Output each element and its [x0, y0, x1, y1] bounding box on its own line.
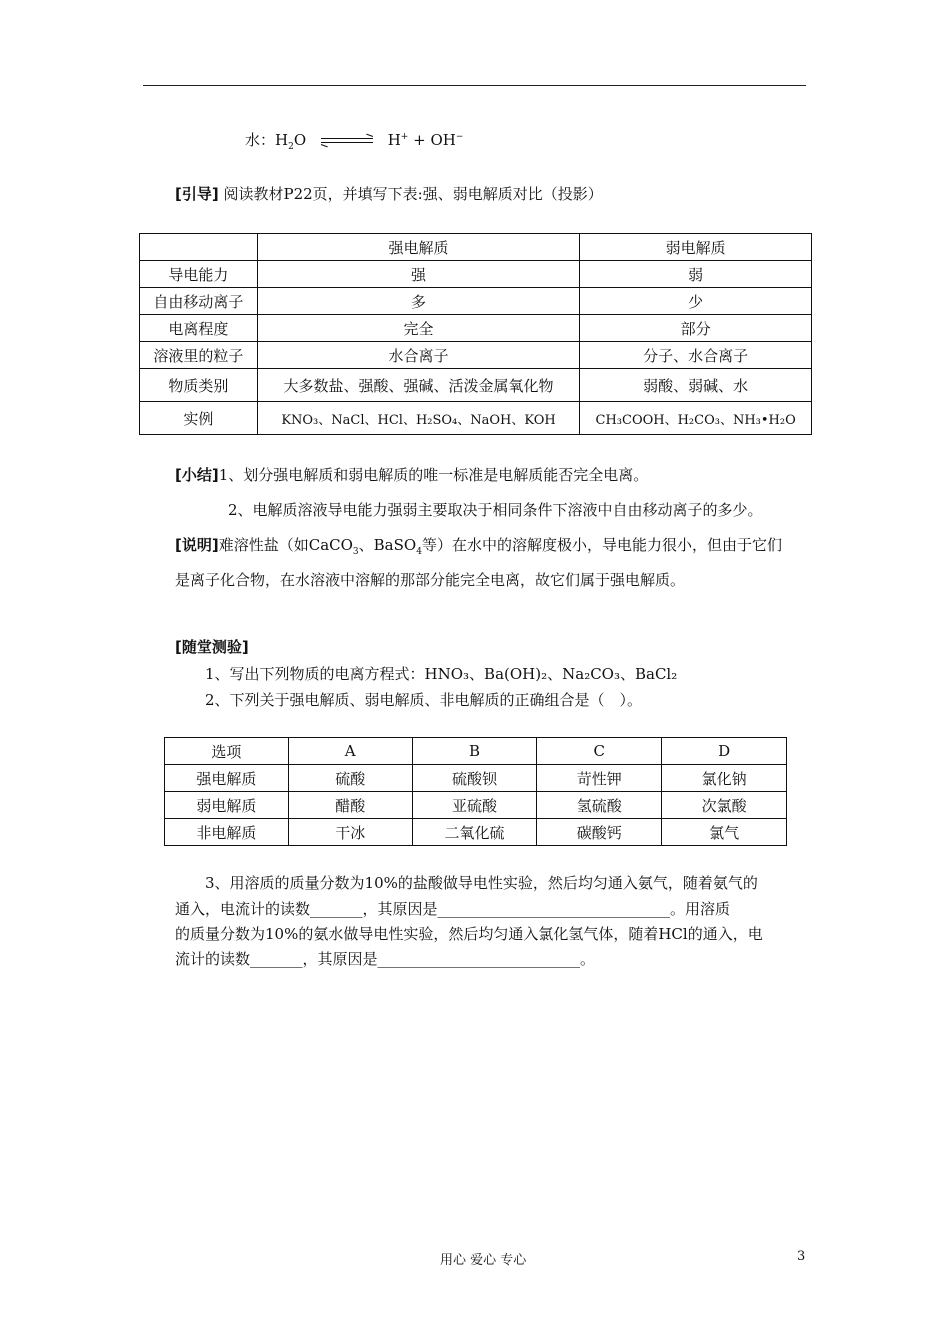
table-row	[140, 234, 812, 261]
table-cell: CH₃COOH、H₂CO₃、NH₃•H₂O	[580, 402, 812, 435]
table-cell: 大多数盐、强酸、强碱、活泼金属氧化物	[257, 369, 579, 402]
table-row	[165, 765, 787, 792]
table-row	[140, 402, 812, 435]
table-cell: 分子、水合离子	[580, 342, 812, 369]
eq-sup-plus: +	[400, 132, 409, 142]
table-cell	[140, 234, 258, 261]
table-cell: 干冰	[288, 819, 412, 846]
table-cell: 氯化钠	[662, 765, 787, 792]
q3-text-1: 3、用溶质的质量分数为10%的盐酸做导电性实验，然后均匀通入氨气，随着氨气的	[205, 874, 758, 892]
row-label: 导电能力	[140, 261, 258, 288]
table-cell: 硫酸	[288, 765, 412, 792]
quiz-q2	[205, 689, 642, 710]
note-text-b: 、BaSO	[358, 536, 417, 554]
row-label: 非电解质	[165, 819, 289, 846]
eq-sub: 2	[288, 142, 294, 152]
guide-tag: [引导]	[175, 185, 219, 203]
summary-tag: [小结]	[175, 466, 219, 484]
note-line-1	[175, 534, 782, 557]
summary-line-2	[228, 499, 763, 520]
table-row	[165, 738, 787, 765]
summary-text-2: 2、电解质溶液导电能力强弱主要取决于相同条件下溶液中自由移动离子的多少。	[228, 501, 763, 519]
table-cell: 氯气	[662, 819, 787, 846]
table-header: C	[537, 738, 662, 765]
table-header: A	[288, 738, 412, 765]
table-header: 选项	[165, 738, 289, 765]
q3-line-4	[175, 948, 595, 969]
eq-lhs-o: O	[293, 131, 307, 149]
table-row	[140, 288, 812, 315]
summary-text-1: 1、划分强电解质和弱电解质的唯一标准是电解质能否完全电离。	[218, 466, 649, 484]
eq-rhs-h: H	[387, 131, 401, 149]
quiz-title-text: [随堂测验]	[175, 638, 249, 656]
q3-text-3: 的质量分数为10%的氨水做导电性实验，然后均匀通入氯化氢气体，随着HCl的通入，电	[175, 925, 763, 943]
row-label: 实例	[140, 402, 258, 435]
table-cell: 部分	[580, 315, 812, 342]
q3-text-4: 流计的读数_______，其原因是___________________________。	[175, 950, 596, 968]
table-header: D	[662, 738, 787, 765]
note-line-2	[175, 569, 685, 590]
eq-sup-minus: −	[455, 132, 464, 142]
header-rule	[143, 85, 806, 86]
row-label: 物质类别	[140, 369, 258, 402]
note-text-c: 等）在水中的溶解度极小，导电能力很小，但由于它们	[421, 536, 782, 554]
table-row	[140, 315, 812, 342]
quiz-q2-text: 2、下列关于强电解质、弱电解质、非电解质的正确组合是（ ）。	[205, 691, 643, 709]
table-header: 弱电解质	[580, 234, 812, 261]
q3-text-2: 通入，电流计的读数_______，其原因是_______________________________。用溶质	[175, 900, 731, 918]
table-cell: 多	[257, 288, 579, 315]
row-label: 强电解质	[165, 765, 289, 792]
table-row	[140, 261, 812, 288]
table-cell: 苛性钾	[537, 765, 662, 792]
table-cell: 碳酸钙	[537, 819, 662, 846]
guide-line	[175, 183, 603, 204]
note-sub-b: 4	[416, 547, 422, 557]
table-cell: 亚硫酸	[412, 792, 537, 819]
note-sub-a: 3	[352, 547, 359, 557]
table-cell: 少	[580, 288, 812, 315]
quiz-q1-text: 1、写出下列物质的电离方程式：HNO₃、Ba(OH)₂、Na₂CO₃、BaCl₂	[205, 665, 678, 683]
eq-lhs: 水：H	[245, 131, 289, 149]
summary-line-1	[175, 464, 648, 485]
electrolyte-options-table	[164, 737, 787, 846]
q3-line-2	[175, 898, 730, 919]
table-row	[140, 369, 812, 402]
table-cell: 强	[257, 261, 579, 288]
table-cell: KNO₃、NaCl、HCl、H₂SO₄、NaOH、KOH	[257, 402, 579, 435]
quiz-q1	[205, 663, 677, 684]
page-number: 3	[797, 1249, 806, 1264]
table-row	[140, 342, 812, 369]
table-cell: 二氧化硫	[412, 819, 537, 846]
table-cell: 水合离子	[257, 342, 579, 369]
row-label: 弱电解质	[165, 792, 289, 819]
table-header: B	[412, 738, 537, 765]
footer-center: 用心 爱心 专心	[440, 1253, 527, 1268]
electrolyte-comparison-table	[139, 233, 812, 435]
ionization-equation	[245, 129, 463, 152]
table-cell: 弱酸、弱碱、水	[580, 369, 812, 402]
q3-line-3	[175, 923, 763, 944]
table-cell: 次氯酸	[662, 792, 787, 819]
eq-rhs-oh: + OH	[408, 131, 456, 149]
quiz-title	[175, 636, 249, 657]
row-label: 自由移动离子	[140, 288, 258, 315]
table-cell: 弱	[580, 261, 812, 288]
table-row	[165, 819, 787, 846]
q3-line-1	[205, 872, 758, 893]
row-label: 电离程度	[140, 315, 258, 342]
note-text-a: 难溶性盐（如CaCO	[218, 536, 353, 554]
note-text-2: 是离子化合物，在水溶液中溶解的那部分能完全电离，故它们属于强电解质。	[175, 571, 686, 589]
table-cell: 醋酸	[288, 792, 412, 819]
table-cell: 硫酸钡	[412, 765, 537, 792]
guide-text: 阅读教材P22页，并填写下表:强、弱电解质对比（投影）	[218, 185, 603, 203]
table-row	[165, 792, 787, 819]
table-header: 强电解质	[257, 234, 579, 261]
table-cell: 氢硫酸	[537, 792, 662, 819]
note-tag: [说明]	[175, 536, 219, 554]
row-label: 溶液里的粒子	[140, 342, 258, 369]
equilibrium-arrow-icon	[321, 136, 373, 146]
table-cell: 完全	[257, 315, 579, 342]
